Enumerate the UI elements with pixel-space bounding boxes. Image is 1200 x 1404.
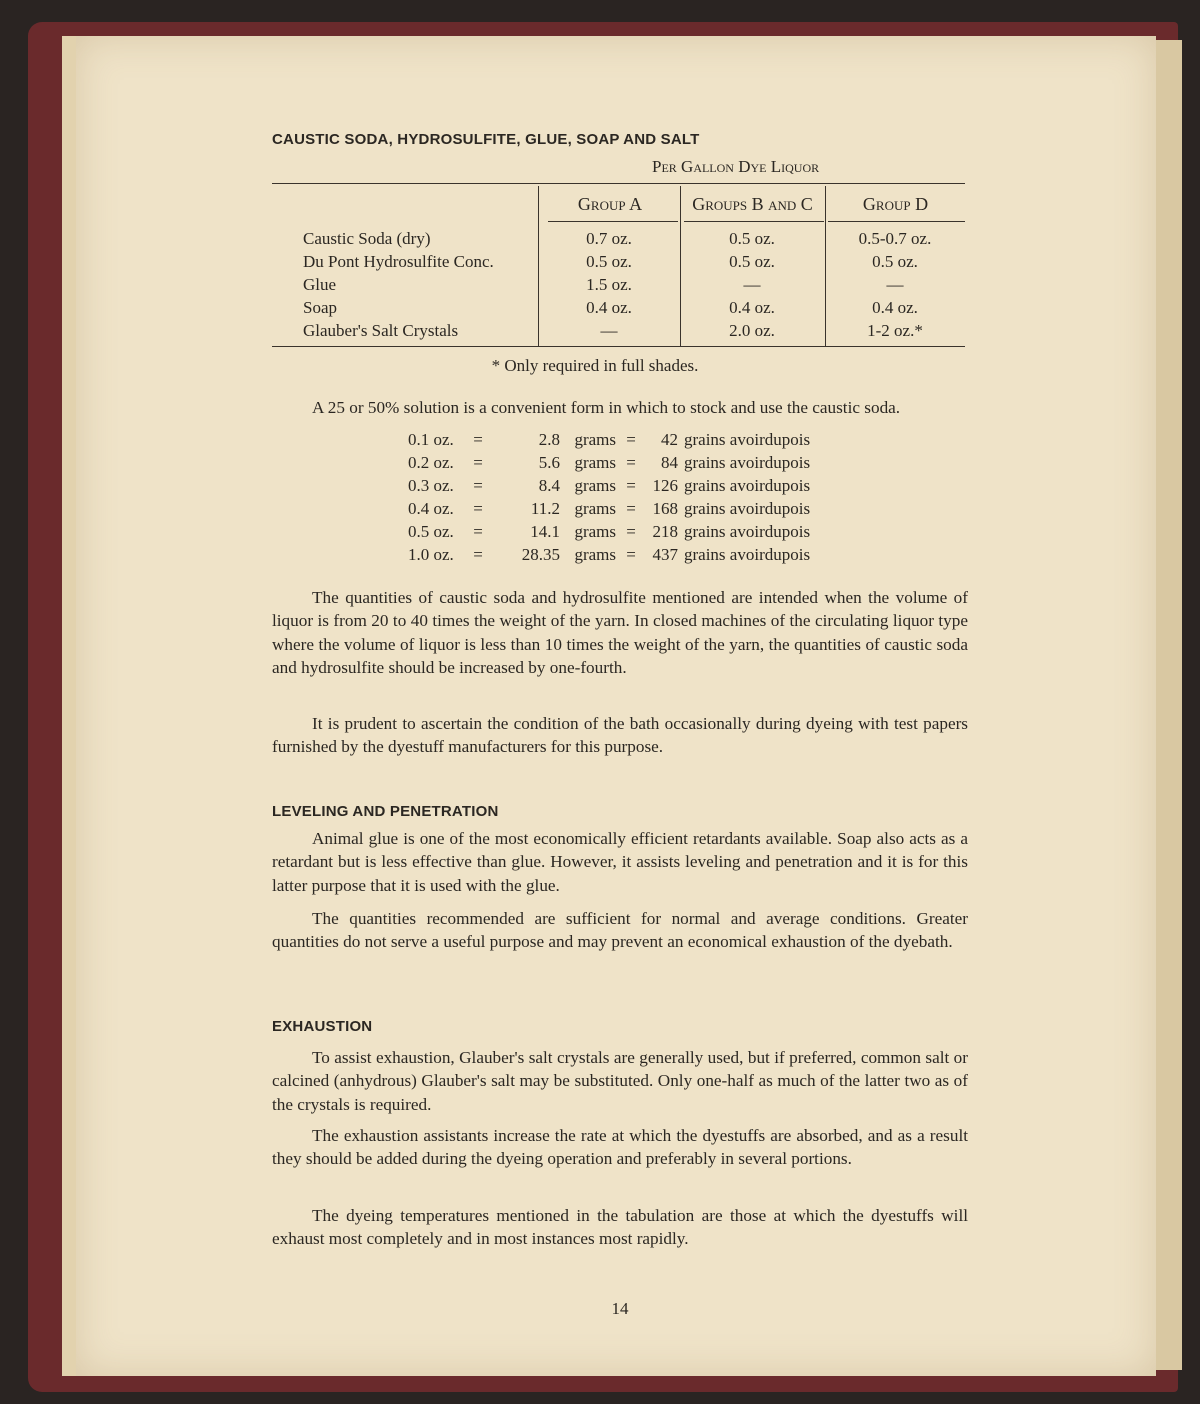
table-cell: 0.4 oz. [729,298,775,317]
header-underline [548,221,678,222]
conversion-grams-unit: grams [574,499,616,518]
conversion-eq: = [473,545,483,564]
conversion-grains-unit: grains avoirdupois [684,499,811,518]
section-heading-exhaustion: EXHAUSTION [272,1018,373,1035]
conversion-eq: = [473,499,483,518]
table-cell: 0.5 oz. [729,252,775,271]
conversion-grams-value: 28.35 [521,545,560,564]
conversion-oz: 0.2 oz. [408,453,454,472]
table-cell: 0.5 oz. [729,229,775,248]
conversion-grams-unit: grams [574,430,616,449]
table-cell: — [886,275,904,294]
page-number: 14 [611,1299,629,1318]
conversion-grains-unit: grains avoirdupois [684,522,811,541]
row-label: Glue [303,275,337,294]
paragraph [272,1124,968,1171]
section-heading-caustic-soda: CAUSTIC SODA, HYDROSULFITE, GLUE, SOAP AND SALT [272,131,700,148]
conversion-grams-value: 5.6 [538,453,560,472]
conversion-grains-unit: grains avoirdupois [684,453,811,472]
conversion-grains-unit: grains avoirdupois [684,476,811,495]
table-top-rule [272,183,965,184]
row-label: Caustic Soda (dry) [303,229,431,248]
paragraph-text: To assist exhaustion, Glauber's salt crystals are generally used, but if preferred, common salt or calcined (anhydrous) Glauber's salt may be substituted. Only one-half as much of the latter two as of the crystals is required. [272,1048,968,1114]
table-cell: 0.5 oz. [586,252,632,271]
paragraph [272,1046,968,1116]
conversion-grams-unit: grams [574,522,616,541]
conversion-oz: 0.5 oz. [408,522,454,541]
conversion-row [408,543,844,566]
conversion-eq: = [626,430,636,449]
conversion-eq: = [473,430,483,449]
table-bottom-rule [272,346,965,347]
paragraph [272,586,968,679]
table-footnote [272,356,968,376]
conversion-row [408,520,844,543]
conversion-grams-unit: grams [574,453,616,472]
column-header-group-d: Group D [862,194,929,214]
row-label: Du Pont Hydrosulfite Conc. [303,252,494,271]
conversion-eq: = [473,522,483,541]
conversion-eq: = [473,453,483,472]
paragraph-text: Animal glue is one of the most economically efficient retardants available. Soap also acts as a retardant but is less effective than glue. However, it assists leveling and penetration and it is for this latter purpose that it is used with the glue. [272,829,968,895]
conversion-eq: = [626,499,636,518]
conversion-oz: 0.3 oz. [408,476,454,495]
table-cell: 0.5-0.7 oz. [858,229,932,248]
paragraph-text: The quantities recommended are sufficient for normal and average conditions. Greater quantities do not serve a useful purpose and may prevent an economical exhaustion of the dyebath. [272,909,968,952]
conversion-eq: = [626,522,636,541]
paragraph [272,712,968,759]
column-header-groups-b-c: Groups B and C [692,194,813,214]
column-header-group-a: Group A [577,194,643,214]
table-cell: 0.4 oz. [586,298,632,317]
conversion-grains-unit: grains avoirdupois [684,430,811,449]
conversion-row [408,474,844,497]
conversion-oz: 1.0 oz. [408,545,454,564]
table-cell: 1-2 oz.* [867,321,923,340]
conversion-grains-value: 84 [661,453,678,472]
conversion-grams-value: 11.2 [530,499,560,518]
conversion-eq: = [473,476,483,495]
conversion-grains-value: 437 [652,545,678,564]
table-cell: 1.5 oz. [586,275,632,294]
header-underline [828,221,965,222]
conversion-eq: = [626,476,636,495]
conversion-grams-unit: grams [574,476,616,495]
conversion-eq: = [626,453,636,472]
conversion-grams-value: 2.8 [538,430,560,449]
paragraph [272,907,968,954]
solution-note: A 25 or 50% solution is a convenient form in which to stock and use the caustic soda. [312,398,901,417]
conversion-grains-value: 42 [661,430,678,449]
footnote-text: * Only required in full shades. [491,356,699,375]
table-cell: 0.4 oz. [872,298,918,317]
table-cell: 0.7 oz. [586,229,632,248]
section-heading-leveling: LEVELING AND PENETRATION [272,803,499,820]
paragraph-text: The exhaustion assistants increase the rate at which the dyestuffs are absorbed, and as a result they should be added during the dyeing operation and preferably in several portions. [272,1126,968,1169]
table-cell: 0.5 oz. [872,252,918,271]
conversion-grains-unit: grains avoirdupois [684,545,811,564]
paragraph [272,827,968,897]
row-label: Glauber's Salt Crystals [303,321,459,340]
table-cell: — [600,321,618,340]
table-subheading: Per Gallon Dye Liquor [652,157,820,176]
conversion-grams-value: 8.4 [538,476,560,495]
conversion-grains-value: 218 [652,522,678,541]
paragraph-text: The quantities of caustic soda and hydrosulfite mentioned are intended when the volume of liquor is from 20 to 40 times the weight of the yarn. In closed machines of the circulating liquor type where the volume of liquor is less than 10 times the weight of the yarn, the quantities of caustic soda and hydrosulfite should be increased by one-fourth. [272,588,968,677]
conversion-oz: 0.4 oz. [408,499,454,518]
table-cell: — [743,275,761,294]
conversion-oz: 0.1 oz. [408,430,454,449]
paragraph [272,1204,968,1251]
conversion-row [408,497,844,520]
conversion-grams-unit: grams [574,545,616,564]
conversion-eq: = [626,545,636,564]
paragraph-text: The dyeing temperatures mentioned in the tabulation are those at which the dyestuffs will exhaust most completely and in most instances most rapidly. [272,1206,968,1249]
row-label: Soap [303,298,337,317]
conversion-row [408,428,844,451]
table-cell: 2.0 oz. [729,321,775,340]
conversion-row [408,451,844,474]
conversion-table [408,428,844,566]
conversion-grains-value: 168 [652,499,678,518]
paragraph-text: It is prudent to ascertain the condition of the bath occasionally during dyeing with test papers furnished by the dyestuff manufacturers for this purpose. [272,714,968,757]
conversion-grains-value: 126 [652,476,678,495]
header-underline [684,221,824,222]
conversion-grams-value: 14.1 [530,522,560,541]
